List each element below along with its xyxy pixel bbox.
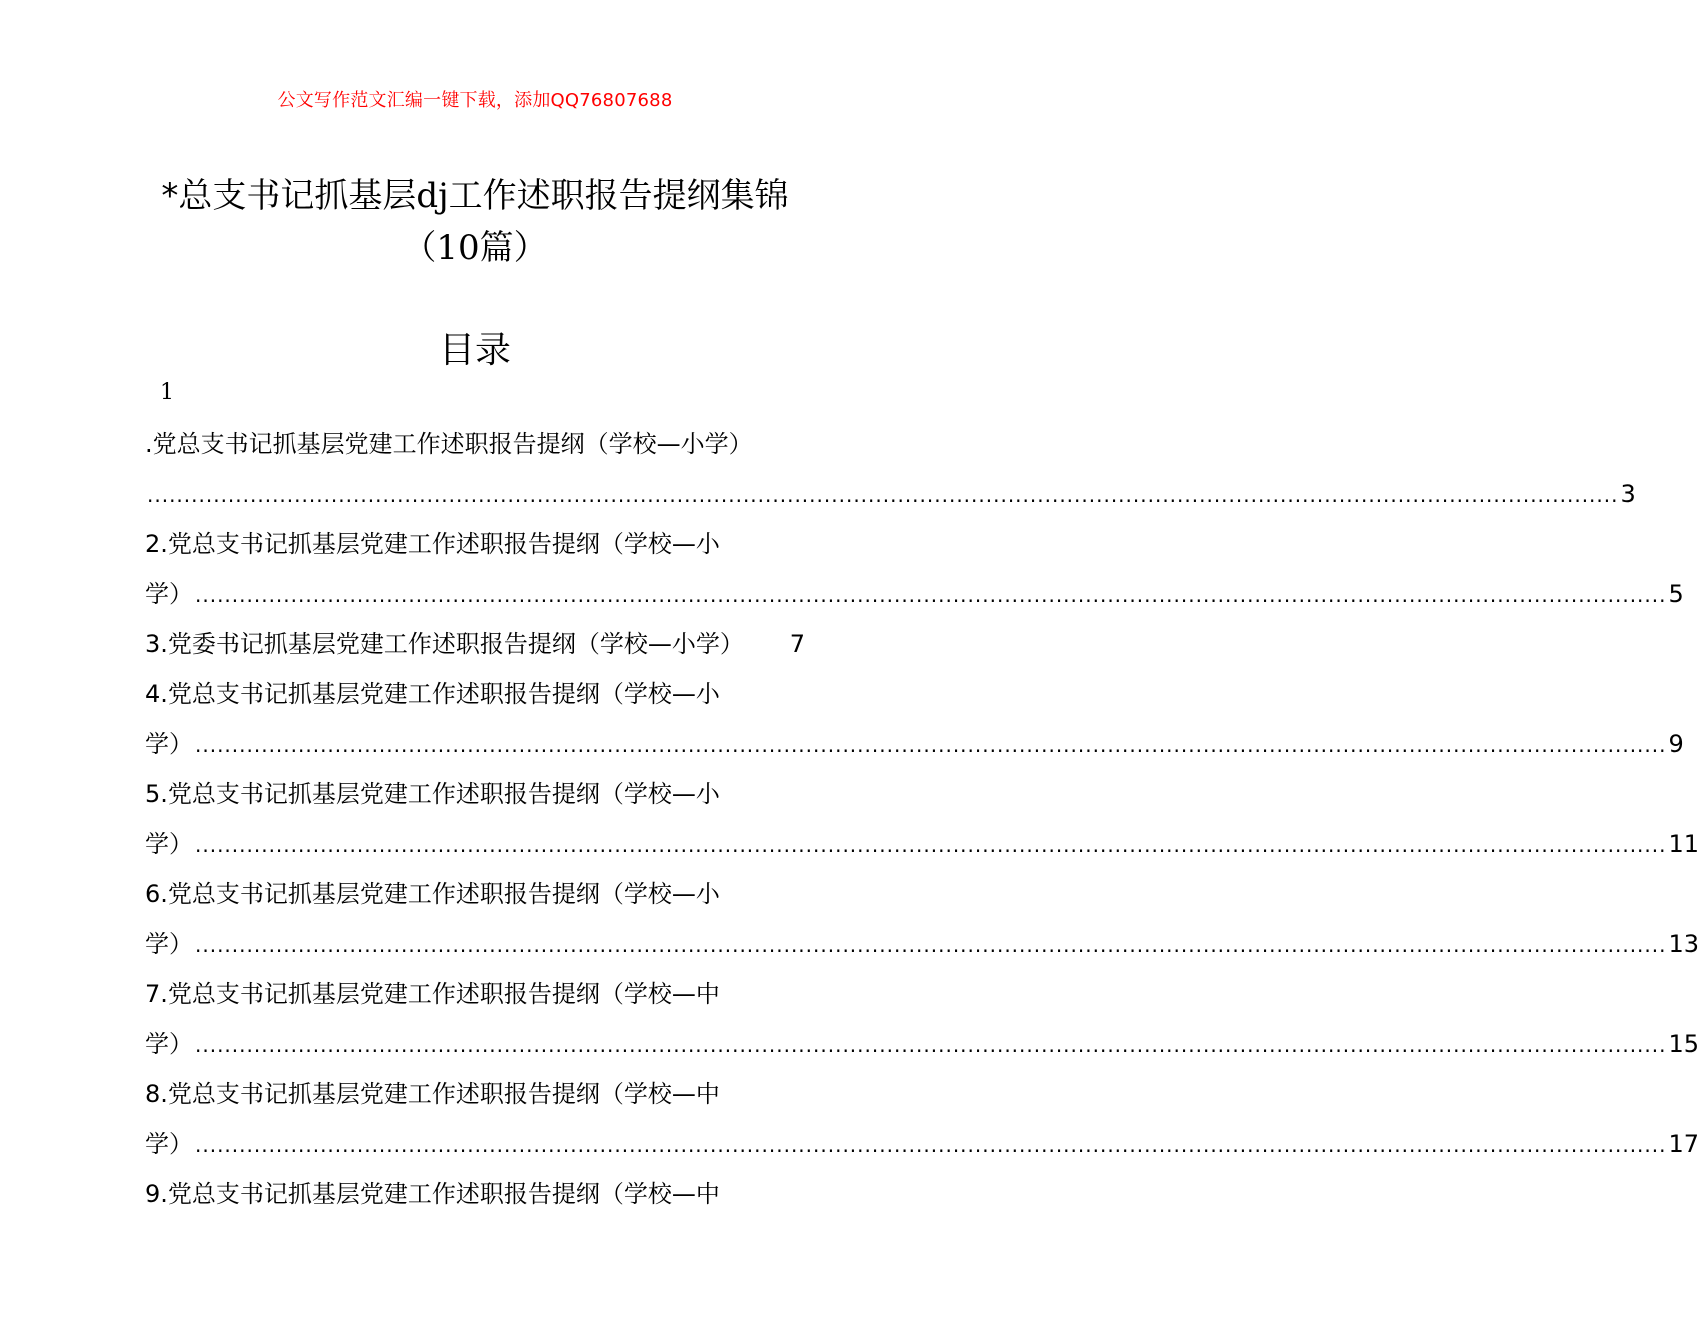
document-title: [100, 170, 850, 274]
toc-leader-dots: ........................................................................................................................................................................................................: [195, 1033, 1667, 1057]
toc-entry-line: [145, 719, 1684, 769]
toc-entry[interactable]: [145, 1169, 805, 1219]
toc-entry[interactable]: [145, 769, 1699, 869]
toc-entry-title: 4.党总支书记抓基层党建工作述职报告提纲（学校—小: [145, 680, 720, 708]
toc-leader-dots: ........................................................................................................................................................................................................: [195, 1133, 1667, 1157]
toc-entry-line: [145, 1069, 805, 1119]
title-line-2: [100, 222, 850, 274]
toc-page-number: 7: [789, 630, 805, 658]
toc-entry[interactable]: [145, 869, 1699, 969]
toc-entry-title-cont: 学）: [145, 580, 193, 608]
toc-entry-line: [145, 969, 805, 1019]
toc-entry-line: [145, 819, 1699, 869]
toc-page-number: 15: [1668, 1030, 1699, 1058]
table-of-contents: [145, 419, 1699, 1219]
toc-entry-title: 6.党总支书记抓基层党建工作述职报告提纲（学校—小: [145, 880, 720, 908]
toc-entry-title-cont: 学）: [145, 930, 193, 958]
toc-entry-line: [145, 1119, 1699, 1169]
toc-entry-line: [145, 919, 1699, 969]
toc-page-number: 11: [1668, 830, 1699, 858]
toc-entry-title-cont: 学）: [145, 830, 193, 858]
toc-entry-title-cont: 学）: [145, 1130, 193, 1158]
promo-header: 公文写作范文汇编一键下载，添加QQ76807688: [277, 90, 673, 111]
title-prefix: *总支书记抓基层: [161, 176, 417, 216]
toc-entry[interactable]: [145, 969, 1699, 1069]
toc-entry-title: 5.党总支书记抓基层党建工作述职报告提纲（学校—小: [145, 780, 720, 808]
toc-entry-line: [145, 569, 1684, 619]
toc-entry[interactable]: [145, 519, 1684, 619]
toc-page-number: 17: [1668, 1130, 1699, 1158]
toc-entry-title: 9.党总支书记抓基层党建工作述职报告提纲（学校—中: [145, 1180, 720, 1208]
title-count-unit: 篇）: [479, 228, 548, 268]
toc-entry-line: [145, 419, 805, 469]
title-latin: dj: [416, 176, 449, 216]
toc-page-number: 5: [1668, 580, 1684, 608]
toc-leader-dots: ........................................................................................................................................................................................................: [195, 583, 1667, 607]
toc-entry-line: [145, 519, 805, 569]
toc-entry-line: [145, 669, 805, 719]
toc-heading: 目录: [438, 330, 511, 371]
title-open-paren: （: [402, 228, 437, 268]
toc-entry-line: [145, 469, 1636, 519]
toc-entry[interactable]: [145, 669, 1684, 769]
toc-entry[interactable]: [145, 619, 805, 669]
toc-entry[interactable]: [145, 1069, 1699, 1169]
toc-entry-title: 7.党总支书记抓基层党建工作述职报告提纲（学校—中: [145, 980, 720, 1008]
toc-entry-line: [145, 1169, 805, 1219]
toc-entry-line: [145, 769, 805, 819]
toc-entry-title-cont: 学）: [145, 1030, 193, 1058]
toc-page-number: 9: [1668, 730, 1684, 758]
toc-leader-dots: ........................................................................................................................................................................................................: [195, 933, 1667, 957]
title-suffix: 工作述职报告提纲集锦: [448, 176, 789, 216]
toc-entry[interactable]: [145, 419, 1636, 519]
toc-entry-title-cont: 学）: [145, 730, 193, 758]
toc-leader-dots: ........................................................................................................................................................................................................: [147, 483, 1619, 507]
toc-entry-title: 2.党总支书记抓基层党建工作述职报告提纲（学校—小: [145, 530, 720, 558]
toc-entry-line: [145, 1019, 1699, 1069]
title-count: 10: [436, 228, 480, 268]
toc-leader-dots: ........................................................................................................................................................................................................: [195, 733, 1667, 757]
toc-entry-line: [145, 619, 805, 669]
toc-page-number: 3: [1620, 480, 1636, 508]
footnote-number: 1: [160, 380, 174, 405]
toc-entry-title: 8.党总支书记抓基层党建工作述职报告提纲（学校—中: [145, 1080, 720, 1108]
title-line-1: [100, 170, 850, 222]
toc-entry-line: [145, 869, 805, 919]
toc-leader-dots: ........................................................................................................................................................................................................: [195, 833, 1667, 857]
toc-entry-title: .党总支书记抓基层党建工作述职报告提纲（学校—小学）: [145, 430, 753, 458]
toc-entry-title: 3.党委书记抓基层党建工作述职报告提纲（学校—小学）: [145, 630, 744, 658]
toc-page-number: 13: [1668, 930, 1699, 958]
